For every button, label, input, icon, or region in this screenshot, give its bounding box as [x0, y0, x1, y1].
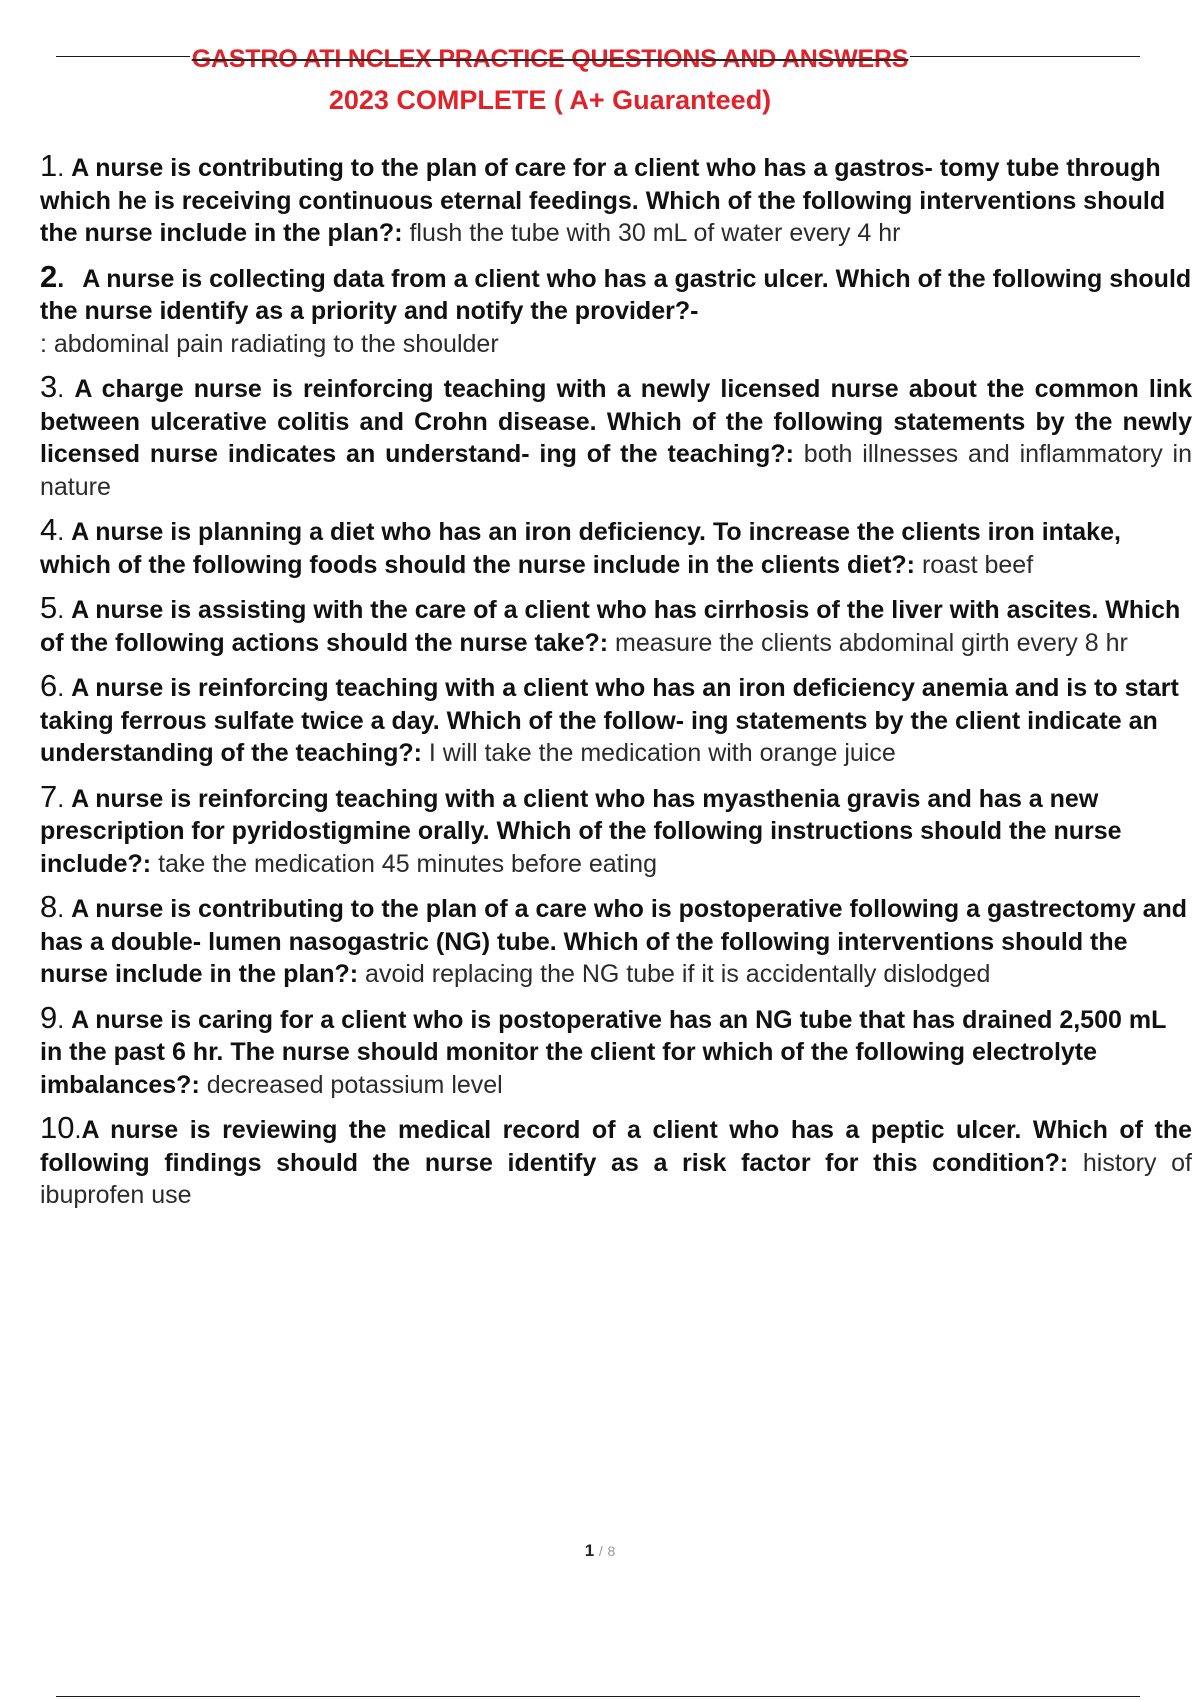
question-number: 10: [40, 1110, 75, 1145]
question-item: 8. A nurse is contributing to the plan of a care who is postoperative following a gastrectomy and has a double- lumen nasogastric (NG) tube. Which of the following interventions should the nurse include in the plan?: avoid replacing the NG tube if it is accidentally dislodged: [40, 889, 1188, 988]
question-answer: flush the tube with 30 mL of water every 4 hr: [409, 219, 901, 247]
question-item: 6. A nurse is reinforcing teaching with a client who has an iron deficiency anemia and is to start taking ferrous sulfate twice a day. Which of the follow- ing statements by the client indicate an understanding of the teaching?: I will take the medication with orange juice: [40, 668, 1179, 767]
document-subtitle: 2023 COMPLETE ( A+ Guaranteed): [328, 85, 772, 115]
question-text: A nurse is caring for a client who is postoperative has an NG tube that has drained 2,500 mL in the past 6 hr. The nurse should monitor the client for which of the following electrolyte imbalances?:: [40, 1005, 1166, 1099]
question-number: 8: [40, 889, 58, 924]
question-item: 5. A nurse is assisting with the care of a client who has cirrhosis of the liver with ascites. Which of the following actions should the nurse take?: measure the clients abdominal girth every 8 hr: [40, 590, 1181, 657]
question-item: 7. A nurse is reinforcing teaching with a client who has myasthenia gravis and has a new prescription for pyridostigmine orally. Which of the following instructions should the nurse include?: take the medication 45 minutes before eating: [40, 778, 1122, 878]
question-number: 3: [40, 369, 58, 404]
page-separator: /: [598, 1543, 603, 1559]
question-answer: decreased potassium level: [206, 1070, 503, 1099]
question-item: 1. A nurse is contributing to the plan of care for a client who has a gastros- tomy tube through which he is receiving continuous eternal feedings. Which of the following interventions should the nurse include in the plan?: flush the tube with 30 mL of water every 4 hr: [40, 148, 1166, 247]
document-title: [0, 44, 1100, 74]
page-current: 1: [584, 1541, 595, 1560]
question-answer: roast beef: [921, 550, 1034, 579]
question-answer: history of ibuprofen use: [40, 1148, 1192, 1209]
question-number: 6: [40, 668, 58, 703]
question-text: A nurse is reviewing the medical record of a client who has a peptic ulcer. Which of the following findings should the nurse identify as a risk factor for this condition?:: [40, 1116, 1192, 1177]
question-text: A charge nurse is reinforcing teaching with a newly licensed nurse about the common link between ulcerative colitis and Crohn disease. Which of the following statements by the newly licensed nurse indicates an understand- ing of the teaching?:: [40, 375, 1192, 468]
question-number: 4: [40, 512, 58, 547]
question-number: 5: [40, 590, 58, 625]
question-number: 2: [40, 258, 58, 294]
question-number: 7: [40, 778, 58, 814]
question-text: A nurse is contributing to the plan of a care who is postoperative following a gastrectomy and has a double- lumen nasogastric (NG) tube. Which of the following interventions should the nurse include in the plan?:: [40, 895, 1188, 988]
question-answer: I will take the medication with orange juice: [428, 739, 896, 767]
question-text: A nurse is contributing to the plan of care for a client who has a gastros- tomy tube through which he is receiving continuous eternal feedings. Which of the following interventions should the nurse include in the plan?:: [40, 154, 1166, 247]
question-number: 1: [40, 148, 58, 183]
question-answer: avoid replacing the NG tube if it is accidentally dislodged: [365, 960, 991, 988]
question-item: 3. A charge nurse is reinforcing teaching with a newly licensed nurse about the common link between ulcerative colitis and Crohn disease. Which of the following statements by the newly licensed nurse indicates an understand- ing of the teaching?: both illnesses and inflammatory in nature: [40, 369, 1193, 501]
question-number: 9: [40, 999, 58, 1035]
question-text: A nurse is reinforcing teaching with a client who has myasthenia gravis and has a new prescription for pyridostigmine orally. Which of the following instructions should the nurse include?:: [40, 784, 1122, 878]
bottom-rule: [56, 1696, 1140, 1697]
question-text: A nurse is assisting with the care of a client who has cirrhosis of the liver with ascites. Which of the following actions should the nurse take?:: [40, 596, 1181, 657]
document-title-text: GASTRO ATI NCLEX PRACTICE QUESTIONS AND ANSWERS: [191, 45, 909, 73]
page-indicator: [0, 1541, 1200, 1561]
question-item: 9. A nurse is caring for a client who is postoperative has an NG tube that has drained 2,500 mL in the past 6 hr. The nurse should monitor the client for which of the following electrolyte imbalances?: decreased potassium level: [40, 999, 1166, 1099]
page-total: 8: [607, 1543, 616, 1559]
question-answer: both illnesses and inflammatory in nature: [40, 440, 1193, 501]
question-list: [40, 150, 1192, 1223]
question-text: A nurse is planning a diet who has an iron deficiency. To increase the clients iron intake, which of the following foods should the nurse include in the clients diet?:: [40, 518, 1121, 579]
question-item: 10.A nurse is reviewing the medical record of a client who has a peptic ulcer. Which of the following findings should the nurse identify as a risk factor for this condition?: history of ibuprofen use: [40, 1110, 1192, 1209]
question-text: A nurse is reinforcing teaching with a client who has an iron deficiency anemia and is to start taking ferrous sulfate twice a day. Which of the follow- ing statements by the client indicate an understanding of the teaching?:: [40, 674, 1179, 767]
question-text: A nurse is collecting data from a client who has a gastric ulcer. Which of the following should the nurse identify as a priority and notify the provider?-: [40, 264, 1192, 325]
question-item: 4. A nurse is planning a diet who has an iron deficiency. To increase the clients iron intake, which of the following foods should the nurse include in the clients diet?: roast beef: [40, 512, 1121, 579]
question-answer: measure the clients abdominal girth every 8 hr: [615, 628, 1128, 657]
question-answer: take the medication 45 minutes before eating: [158, 849, 657, 878]
question-answer: : abdominal pain radiating to the shoulder: [40, 329, 499, 358]
question-item: 2. A nurse is collecting data from a client who has a gastric ulcer. Which of the following should the nurse identify as a priority and notify the provider?- : abdominal pain radiating to the shoulder: [40, 261, 1192, 361]
